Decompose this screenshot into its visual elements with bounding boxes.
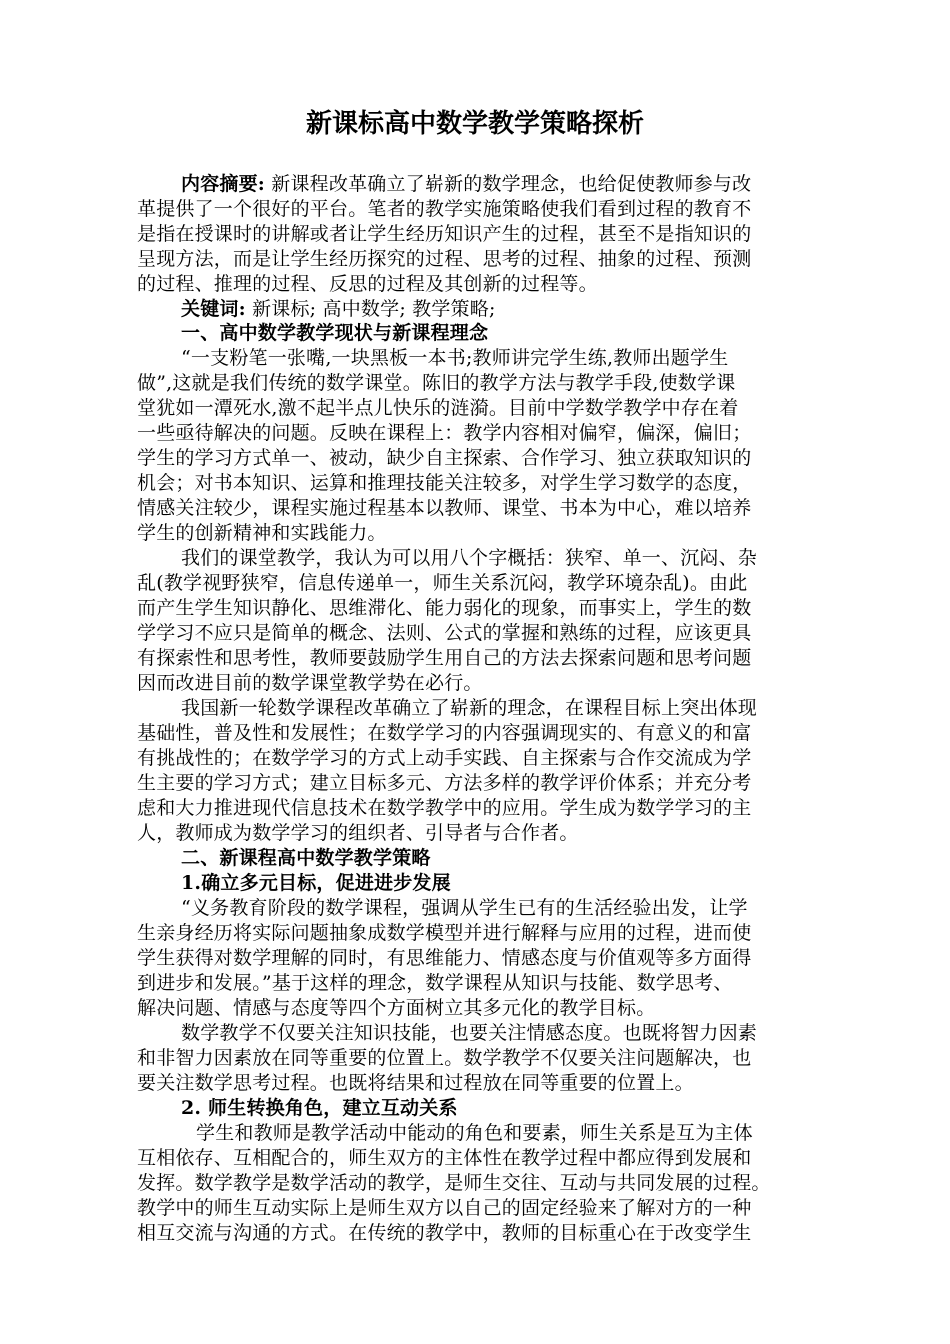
- paragraph-line: 到进步和发展。”基于这样的理念，数学课程从知识与技能、数学思考、: [137, 972, 733, 994]
- paragraph-line: 有挑战性的；在数学学习的方式上动手实践、自主探索与合作交流成为学: [137, 747, 752, 769]
- abstract-line: 革提供了一个很好的平台。笔者的教学实施策略使我们看到过程的教育不: [137, 198, 752, 220]
- paragraph-line: 学生获得对数学理解的同时，有思维能力、情感态度与价值观等多方面得: [137, 947, 752, 969]
- abstract-line: [181, 172, 862, 196]
- abstract-line: 的过程、推理的过程、反思的过程及其创新的过程等。: [137, 273, 598, 295]
- paragraph-line: 学生的学习方式单一、被动，缺少自主探索、合作学习、独立获取知识的: [137, 447, 752, 469]
- abstract-line: 是指在授课时的讲解或者让学生经历知识产生的过程，甚至不是指知识的: [137, 223, 752, 245]
- paragraph-line: 学学习不应只是简单的概念、法则、公式的掌握和熟练的过程，应该更具: [137, 622, 752, 644]
- paragraph-line: 学生的创新精神和实践能力。: [137, 522, 387, 544]
- paragraph-line: 我们的课堂教学，我认为可以用八个字概括：狭窄、单一、沉闷、杂: [181, 547, 758, 569]
- paragraph-line: 人，教师成为数学学习的组织者、引导者与合作者。: [137, 822, 579, 844]
- section-heading: 二、新课程高中数学教学策略: [181, 847, 431, 869]
- paragraph-line: 解决问题、情感与态度等四个方面树立其多元化的教学目标。: [137, 997, 656, 1019]
- paragraph-line: 生主要的学习方式；建立目标多元、方法多样的教学评价体系；并充分考: [137, 772, 752, 794]
- paragraph-line: 教学中的师生互动实际上是师生双方以自己的固定经验来了解对方的一种: [137, 1197, 752, 1219]
- paragraph-line: 互相依存、互相配合的，师生双方的主体性在教学过程中都应得到发展和: [137, 1147, 752, 1169]
- paragraph-line: 因而改进目前的数学课堂教学势在必行。: [137, 672, 483, 694]
- paragraph-line: “义务教育阶段的数学课程，强调从学生已有的生活经验出发，让学: [181, 897, 748, 919]
- subsection-heading: 1.确立多元目标，促进进步发展: [181, 872, 451, 894]
- paragraph-line: 学生和教师是教学活动中能动的角色和要素，师生关系是互为主体: [196, 1122, 753, 1144]
- paragraph-line: 虑和大力推进现代信息技术在数学教学中的应用。学生成为数学学习的主: [137, 797, 752, 819]
- document-title: 新课标高中数学教学策略探析: [305, 109, 644, 139]
- keywords-label: 关键词:: [181, 298, 246, 320]
- paragraph-line: 堂犹如一潭死水,激不起半点儿快乐的涟漪。目前中学数学教学中存在着: [137, 397, 739, 419]
- paragraph-line: 情感关注较少，课程实施过程基本以教师、课堂、书本为中心，难以培养: [137, 497, 752, 519]
- paragraph-line: 生亲身经历将实际问题抽象成数学模型并进行解释与应用的过程，进而使: [137, 922, 752, 944]
- abstract-text: 新课程改革确立了崭新的数学理念，也给促使教师参与改: [271, 173, 752, 195]
- paragraph-line: 相互交流与沟通的方式。在传统的教学中，教师的目标重心在于改变学生: [137, 1222, 752, 1244]
- paragraph-line: 要关注数学思考过程。也既将结果和过程放在同等重要的位置上。: [137, 1072, 694, 1094]
- paragraph-line: “一支粉笔一张嘴,一块黑板一本书;教师讲完学生练,教师出题学生: [181, 347, 729, 369]
- section-heading: 一、高中数学教学现状与新课程理念: [181, 322, 489, 344]
- subsection-heading: 2. 师生转换角色，建立互动关系: [181, 1097, 458, 1119]
- paragraph-line: 数学教学不仅要关注知识技能，也要关注情感态度。也既将智力因素: [181, 1022, 758, 1044]
- keywords-line: [181, 297, 862, 321]
- paragraph-line: 机会；对书本知识、运算和推理技能关注较多，对学生学习数学的态度，: [137, 472, 752, 494]
- paragraph-line: 和非智力因素放在同等重要的位置上。数学教学不仅要关注问题解决，也: [137, 1047, 752, 1069]
- paragraph-line: 有探索性和思考性，教师要鼓励学生用自己的方法去探索问题和思考问题: [137, 647, 752, 669]
- paragraph-line: 发挥。数学教学是数学活动的教学，是师生交往、互动与共同发展的过程。: [137, 1172, 771, 1194]
- paragraph-line: 而产生学生知识静化、思维滞化、能力弱化的现象，而事实上，学生的数: [137, 597, 752, 619]
- paragraph-line: 乱(教学视野狭窄，信息传递单一，师生关系沉闷，教学环境杂乱)。由此: [137, 572, 748, 594]
- paragraph-line: 一些亟待解决的问题。反映在课程上：教学内容相对偏窄，偏深，偏旧；: [137, 422, 752, 444]
- paragraph-line: 我国新一轮数学课程改革确立了崭新的理念，在课程目标上突出体现: [181, 697, 758, 719]
- abstract-line: 呈现方法，而是让学生经历探究的过程、思考的过程、抽象的过程、预测: [137, 248, 752, 270]
- paragraph-line: 基础性，普及性和发展性；在数学学习的内容强调现实的、有意义的和富: [137, 722, 752, 744]
- keywords-text: 新课标; 高中数学; 教学策略;: [252, 298, 496, 320]
- abstract-label: 内容摘要:: [181, 173, 266, 195]
- paragraph-line: 做”,这就是我们传统的数学课堂。陈旧的教学方法与教学手段,使数学课: [137, 372, 736, 394]
